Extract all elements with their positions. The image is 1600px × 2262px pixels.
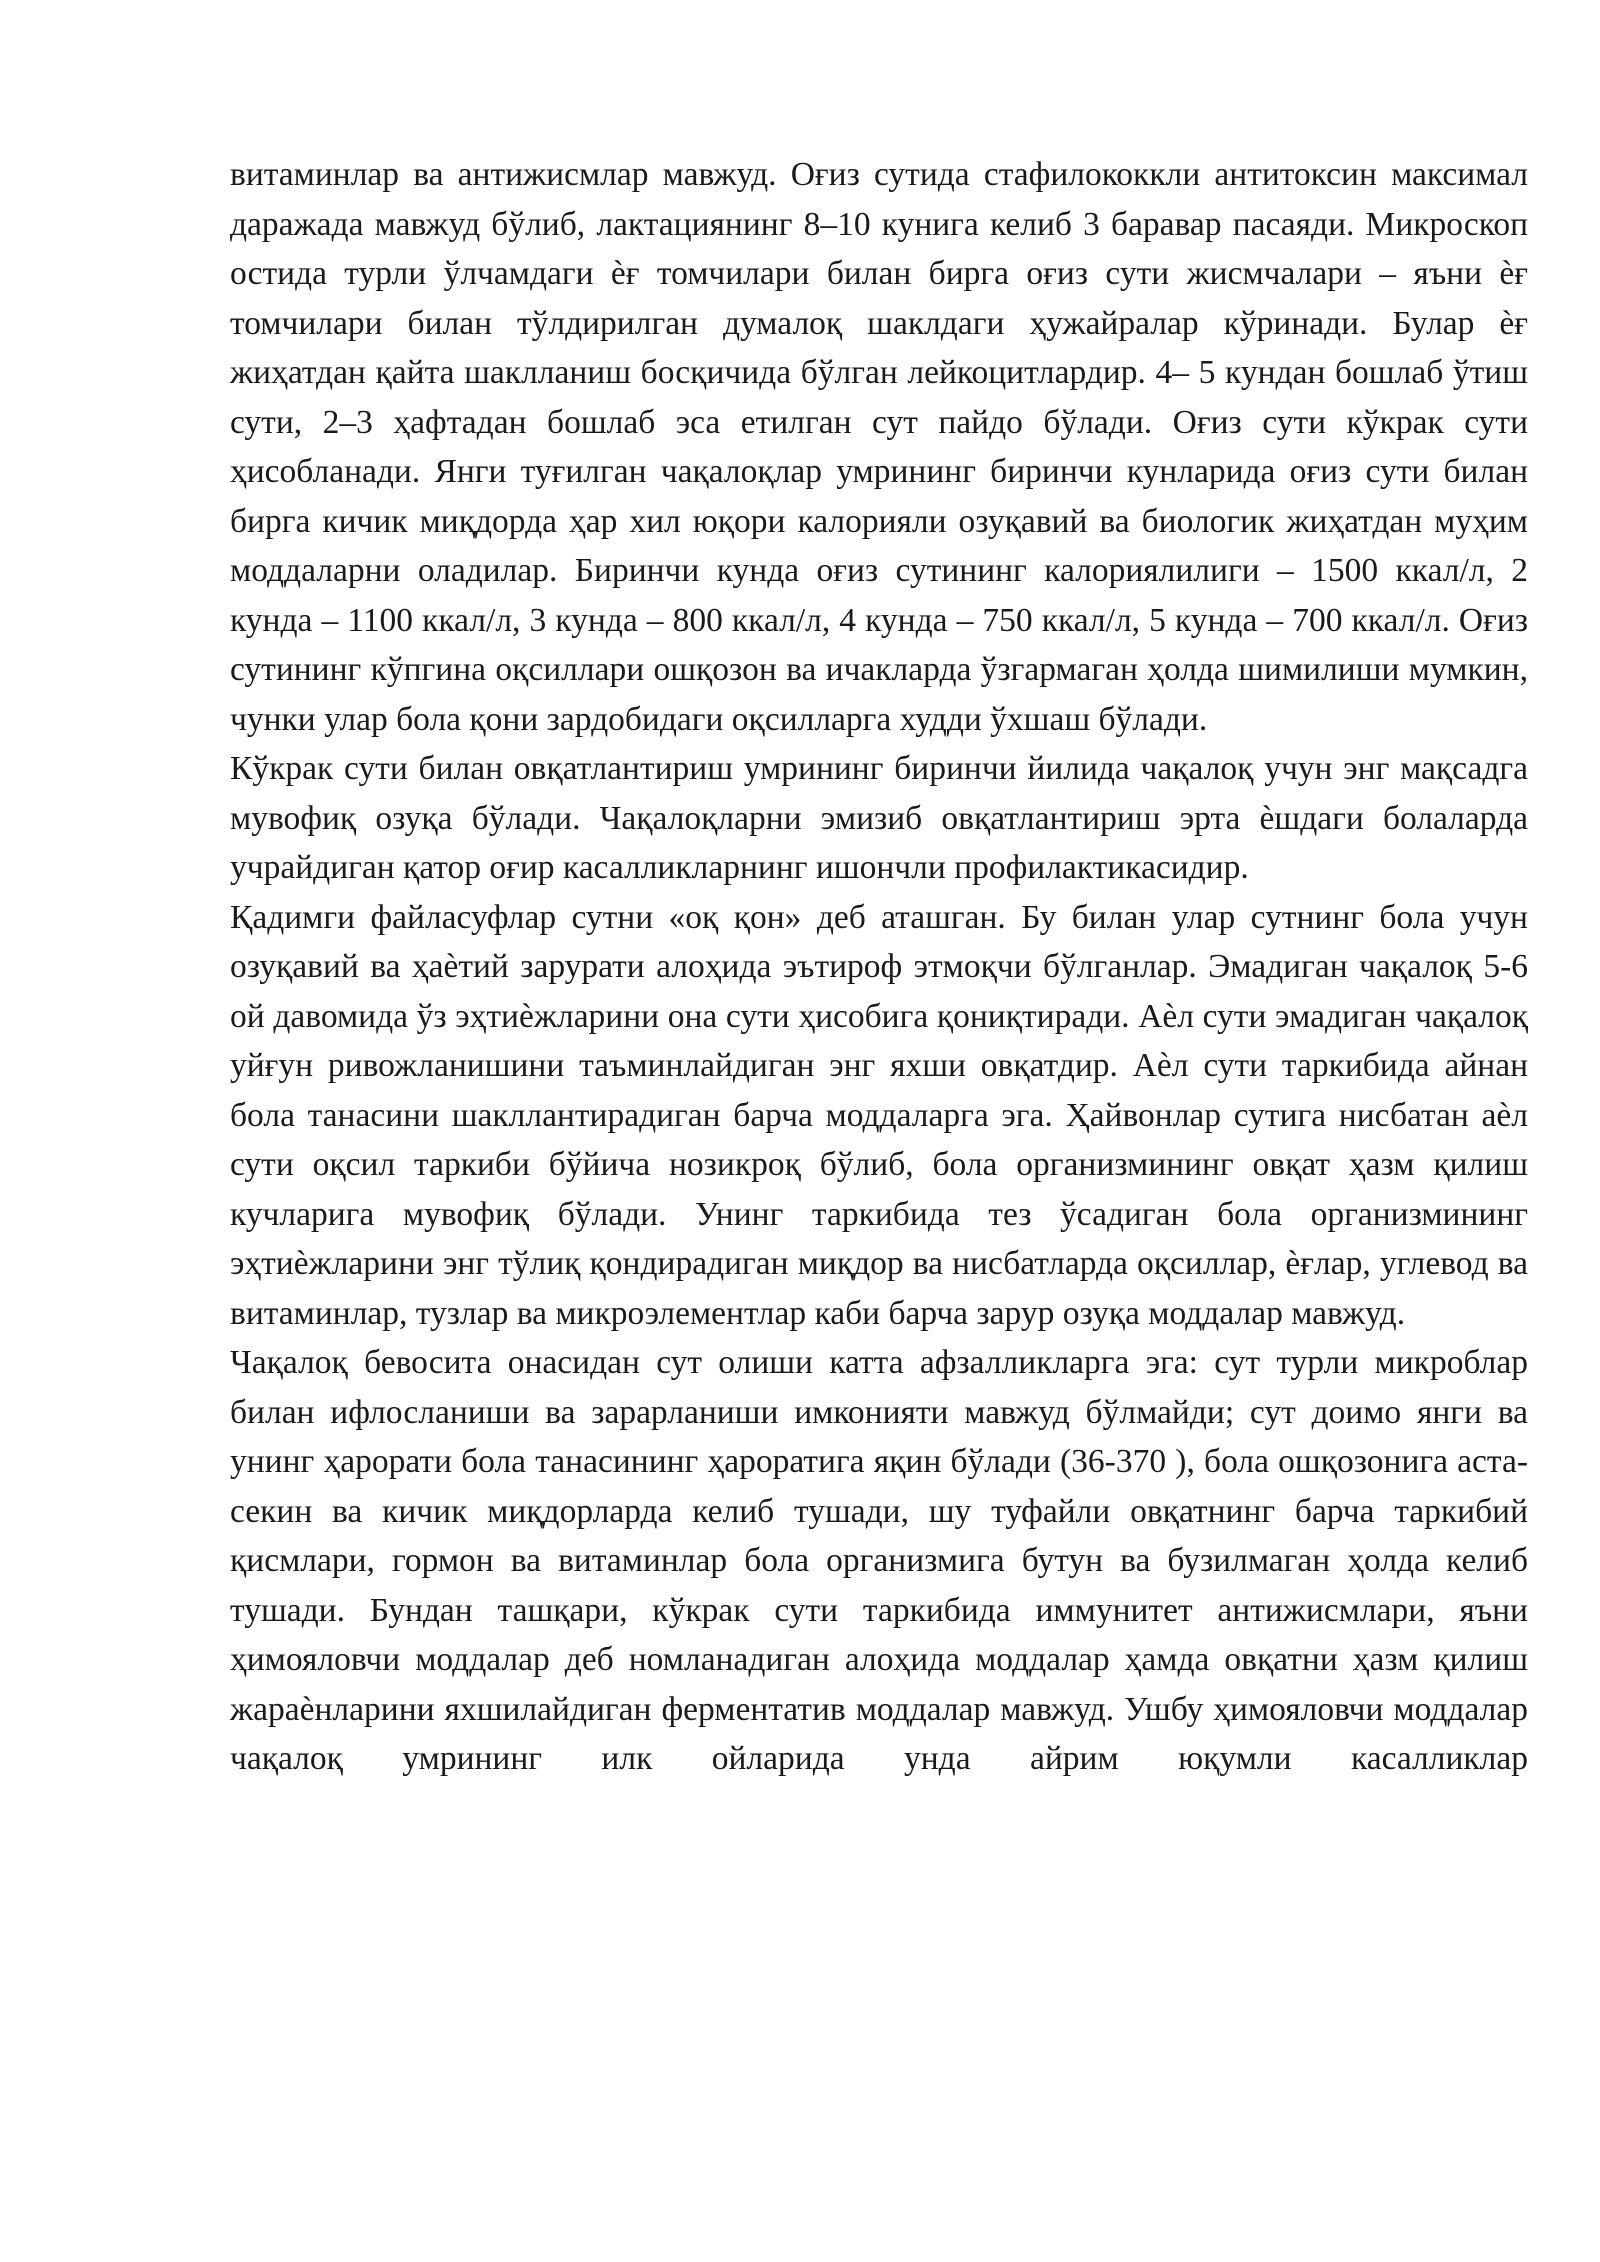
- paragraph-advantages: Чақалоқ бевосита онасидан сут олиши катта афзалликларга эга: сут турли микроблар билан ифлосланиши ва зарарланиши имконияти мавжуд бўлмайди; сут доимо янги ва унинг ҳарорати бола танасининг ҳароратига яқин бўлади (36-370 ), бола ошқозонига аста-секин ва кичик миқдорларда келиб тушади, шу туфайли овқатнинг барча таркибий қисмлари, гормон ва витаминлар бола организмига бутун ва бузилмаган ҳолда келиб тушади. Бундан ташқари, кўкрак сути таркибида иммунитет антижисмлари, яъни ҳимояловчи моддалар деб номланадиган алоҳида моддалар ҳамда овқатни ҳазм қилиш жараѐнларини яхшилайдиган ферментатив моддалар мавжуд. Ушбу ҳимояловчи моддалар чақалоқ умрининг илк ойларида унда айрим юқумли касалликлар: [230, 1344, 1528, 1777]
- paragraph-breastfeeding: Кўкрак сути билан овқатлантириш умрининг биринчи йилида чақалоқ учун энг мақсадга мувофиқ озуқа бўлади. Чақалоқларни эмизиб овқатлантириш эрта ѐшдаги болаларда учрайдиган қатор оғир касалликларнинг ишончли профилактикасидир.: [230, 750, 1528, 886]
- paragraph-colostrum: витаминлар ва антижисмлар мавжуд. Оғиз сутида стафилококкли антитоксин максимал даражада мавжуд бўлиб, лактациянинг 8–10 кунига келиб 3 баравар пасаяди. Микроскоп остида турли ўлчамдаги ѐғ томчилари билан бирга оғиз сути жисмчалари – яъни ѐғ томчилари билан тўлдирилган думалоқ шаклдаги ҳужайралар кўринади. Булар ѐғ жиҳатдан қайта шаклланиш босқичида бўлган лейкоцитлардир. 4– 5 кундан бошлаб ўтиш сути, 2–3 ҳафтадан бошлаб эса етилган сут пайдо бўлади. Оғиз сути кўкрак сути ҳисобланади. Янги туғилган чақалоқлар умрининг биринчи кунларида оғиз сути билан бирга кичик миқдорда ҳар хил юқори калорияли озуқавий ва биологик жиҳатдан муҳим моддаларни оладилар. Биринчи кунда оғиз сутининг калориялилиги – 1500 ккал/л, 2 кунда – 1100 ккал/л, 3 кунда – 800 ккал/л, 4 кунда – 750 ккал/л, 5 кунда – 700 ккал/л. Оғиз сутининг кўпгина оқсиллари ошқозон ва ичакларда ўзгармаган ҳолда шимилиши мумкин, чунки улар бола қони зардобидаги оқсилларга худди ўхшаш бўлади.: [230, 156, 1528, 738]
- paragraph-philosophers: Қадимги файласуфлар сутни «оқ қон» деб аташган. Бу билан улар сутнинг бола учун озуқавий ва ҳаѐтий зарурати алоҳида эътироф этмоқчи бўлганлар. Эмадиган чақалоқ 5-6 ой давомида ўз эҳтиѐжларини она сути ҳисобига қониқтиради. Аѐл сути эмадиган чақалоқ уйғун ривожланишини таъминлайдиган энг яхши овқатдир. Аѐл сути таркибида айнан бола танасини шакллантирадиган барча моддаларга эга. Ҳайвонлар сутига нисбатан аѐл сути оқсил таркиби бўйича нозикроқ бўлиб, бола организмининг овқат ҳазм қилиш кучларига мувофиқ бўлади. Унинг таркибида тез ўсадиган бола организмининг эҳтиѐжларини энг тўлиқ қондирадиган миқдор ва нисбатларда оқсиллар, ѐғлар, углевод ва витаминлар, тузлар ва микроэлементлар каби барча зарур озуқа моддалар мавжуд.: [230, 898, 1528, 1332]
- document-body: [230, 150, 1528, 1784]
